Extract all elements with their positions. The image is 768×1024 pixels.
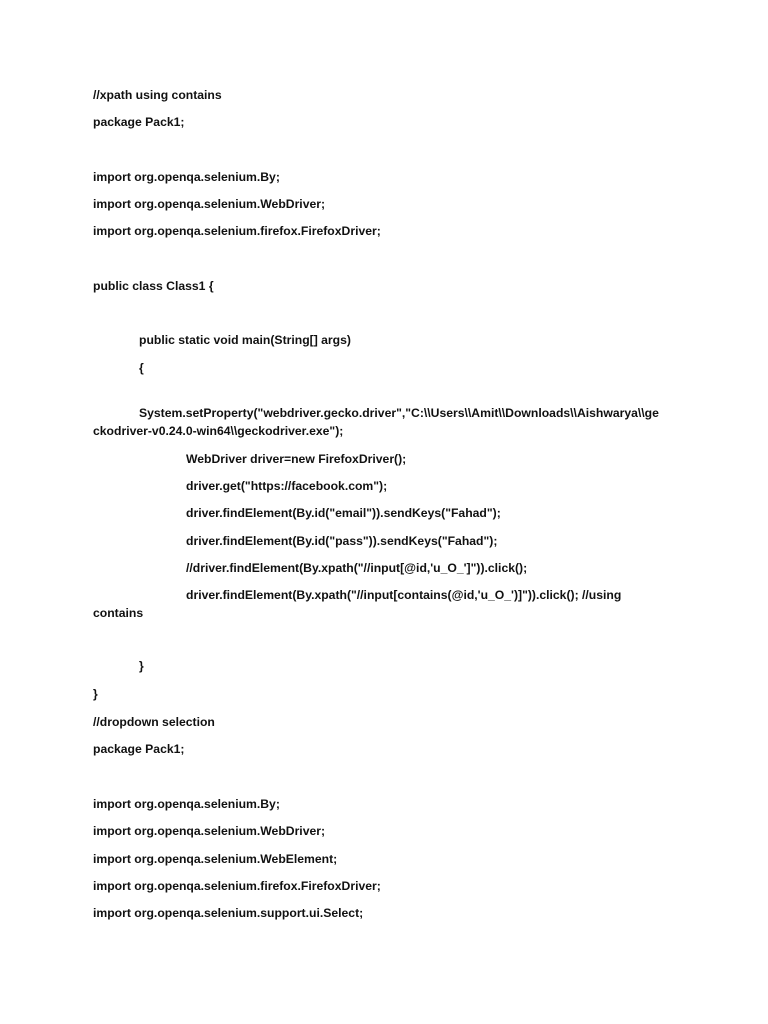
set-property-continuation: ckodriver-v0.24.0-win64\\geckodriver.exe"); — [93, 424, 344, 438]
code-line: WebDriver driver=new FirefoxDriver(); — [186, 452, 407, 466]
open-brace: { — [139, 361, 144, 375]
import-line: import org.openqa.selenium.WebDriver; — [93, 824, 326, 838]
import-line: import org.openqa.selenium.By; — [93, 797, 280, 811]
package-declaration: package Pack1; — [93, 115, 185, 129]
import-line: import org.openqa.selenium.WebDriver; — [93, 197, 326, 211]
code-line: driver.findElement(By.xpath("//input[contains(@id,'u_O_')]")).click(); //using — [186, 588, 622, 602]
import-line: import org.openqa.selenium.WebElement; — [93, 852, 338, 866]
code-line: driver.get("https://facebook.com"); — [186, 479, 388, 493]
import-line: import org.openqa.selenium.firefox.FirefoxDriver; — [93, 224, 381, 238]
code-line-continuation: contains — [93, 606, 144, 620]
section-heading-dropdown: //dropdown selection — [93, 715, 215, 729]
main-method-declaration: public static void main(String[] args) — [139, 333, 351, 347]
section-heading-xpath: //xpath using contains — [93, 88, 222, 102]
code-line: driver.findElement(By.id("email")).sendKeys("Fahad"); — [186, 506, 501, 520]
package-declaration: package Pack1; — [93, 742, 185, 756]
import-line: import org.openqa.selenium.By; — [93, 170, 280, 184]
import-line: import org.openqa.selenium.firefox.FirefoxDriver; — [93, 879, 381, 893]
close-brace-method: } — [139, 659, 144, 673]
code-line: driver.findElement(By.id("pass")).sendKeys("Fahad"); — [186, 534, 498, 548]
code-comment-line: //driver.findElement(By.xpath("//input[@id,'u_O_']")).click(); — [186, 561, 528, 575]
import-line: import org.openqa.selenium.support.ui.Select; — [93, 906, 364, 920]
set-property-line: System.setProperty("webdriver.gecko.driver","C:\\Users\\Amit\\Downloads\\Aishwarya\\ge — [139, 406, 659, 420]
class-declaration: public class Class1 { — [93, 279, 214, 293]
close-brace-class: } — [93, 687, 98, 701]
